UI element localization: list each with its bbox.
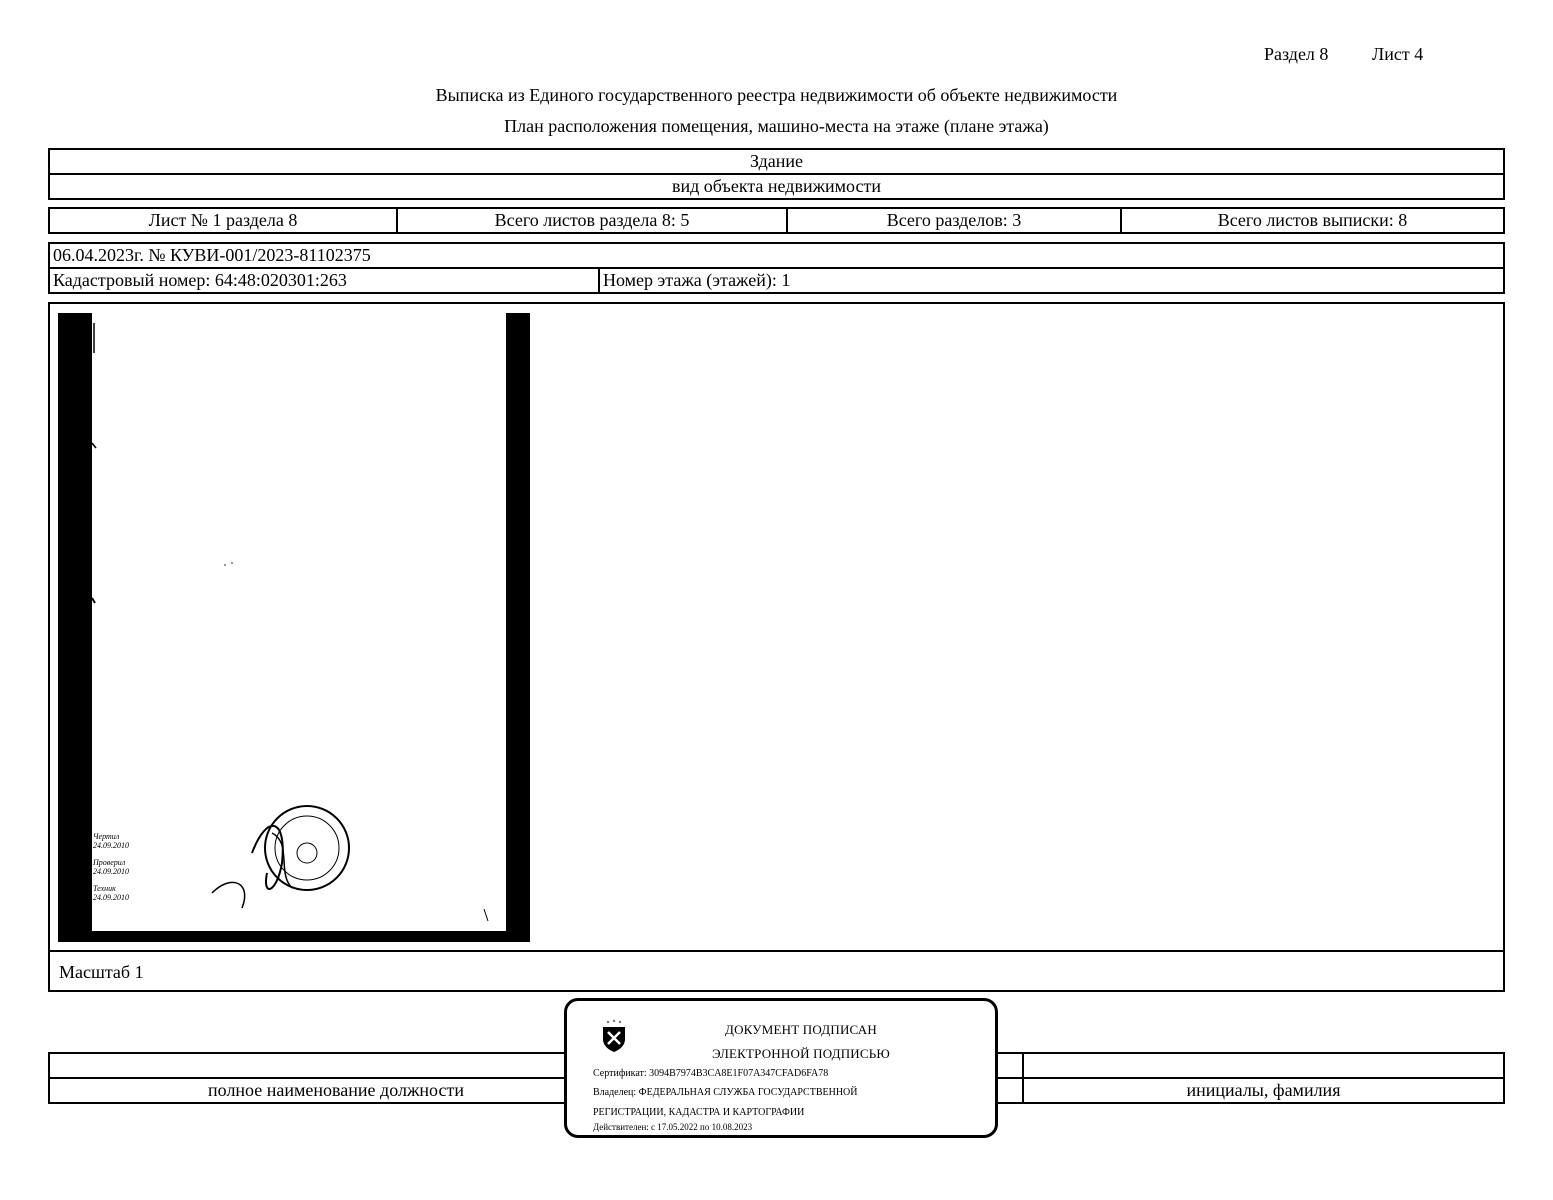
plan-note-date: 24.09.2010 xyxy=(93,867,129,876)
e-signature-valid: Действителен: с 17.05.2022 по 10.08.2023 xyxy=(593,1122,753,1132)
seal-stamp xyxy=(212,806,349,908)
total-sections: Всего разделов: 3 xyxy=(886,210,1022,230)
object-kind-label: вид объекта недвижимости xyxy=(672,176,881,196)
cadastral-number: Кадастровый номер: 64:48:020301:263 xyxy=(53,270,347,290)
plan-notes xyxy=(93,832,153,902)
plan-note-drawn: Чертил xyxy=(93,832,120,841)
floor-plan-paper xyxy=(92,313,506,931)
sheet-info-row xyxy=(48,207,1505,234)
total-sheets-extract: Всего листов выписки: 8 xyxy=(1217,210,1408,230)
e-signature-owner: Владелец: ФЕДЕРАЛЬНАЯ СЛУЖБА ГОСУДАРСТВЕННОЙ xyxy=(593,1087,858,1098)
floor-plan-sketch xyxy=(92,313,506,931)
object-kind-row xyxy=(48,173,1505,200)
object-name-row xyxy=(48,148,1505,175)
name-label: инициалы, фамилия xyxy=(1186,1080,1341,1100)
total-sheets-section: Всего листов раздела 8: 5 xyxy=(494,210,690,230)
sheet-of-section: Лист № 1 раздела 8 xyxy=(148,210,298,230)
floor-number: Номер этажа (этажей): 1 xyxy=(603,270,791,290)
plan-note-date: 24.09.2010 xyxy=(93,841,129,850)
plan-note-technician: Техник xyxy=(93,884,116,893)
e-signature-certificate: Сертификат: 3094B7974B3CA8E1F07A347CFAD6FA78 xyxy=(593,1068,829,1079)
e-signature-owner-cont: РЕГИСТРАЦИИ, КАДАСТРА И КАРТОГРАФИИ xyxy=(593,1107,805,1118)
sheet-number: Лист 4 xyxy=(1372,44,1424,64)
e-signature-line1: ДОКУМЕНТ ПОДПИСАН xyxy=(725,1022,877,1037)
scale-row xyxy=(48,950,1505,992)
plan-note-checked: Проверил xyxy=(93,858,126,867)
record-date-number: 06.04.2023г. № КУВИ-001/2023-81102375 xyxy=(53,245,371,265)
plan-note-date: 24.09.2010 xyxy=(93,893,129,902)
record-row xyxy=(48,242,1505,269)
position-label: полное наименование должности xyxy=(208,1080,464,1100)
document-title: Выписка из Единого государственного реестра недвижимости об объекте недвижимости xyxy=(435,85,1118,105)
document-subtitle: План расположения помещения, машино-места на этаже (плане этажа) xyxy=(504,116,1049,136)
e-signature-line2: ЭЛЕКТРОННОЙ ПОДПИСЬЮ xyxy=(712,1046,890,1061)
section-number: Раздел 8 xyxy=(1264,44,1329,64)
object-name: Здание xyxy=(750,151,803,171)
scale-label: Масштаб 1 xyxy=(59,962,144,982)
cadastral-row xyxy=(48,267,1505,294)
e-signature-stamp xyxy=(564,998,998,1138)
